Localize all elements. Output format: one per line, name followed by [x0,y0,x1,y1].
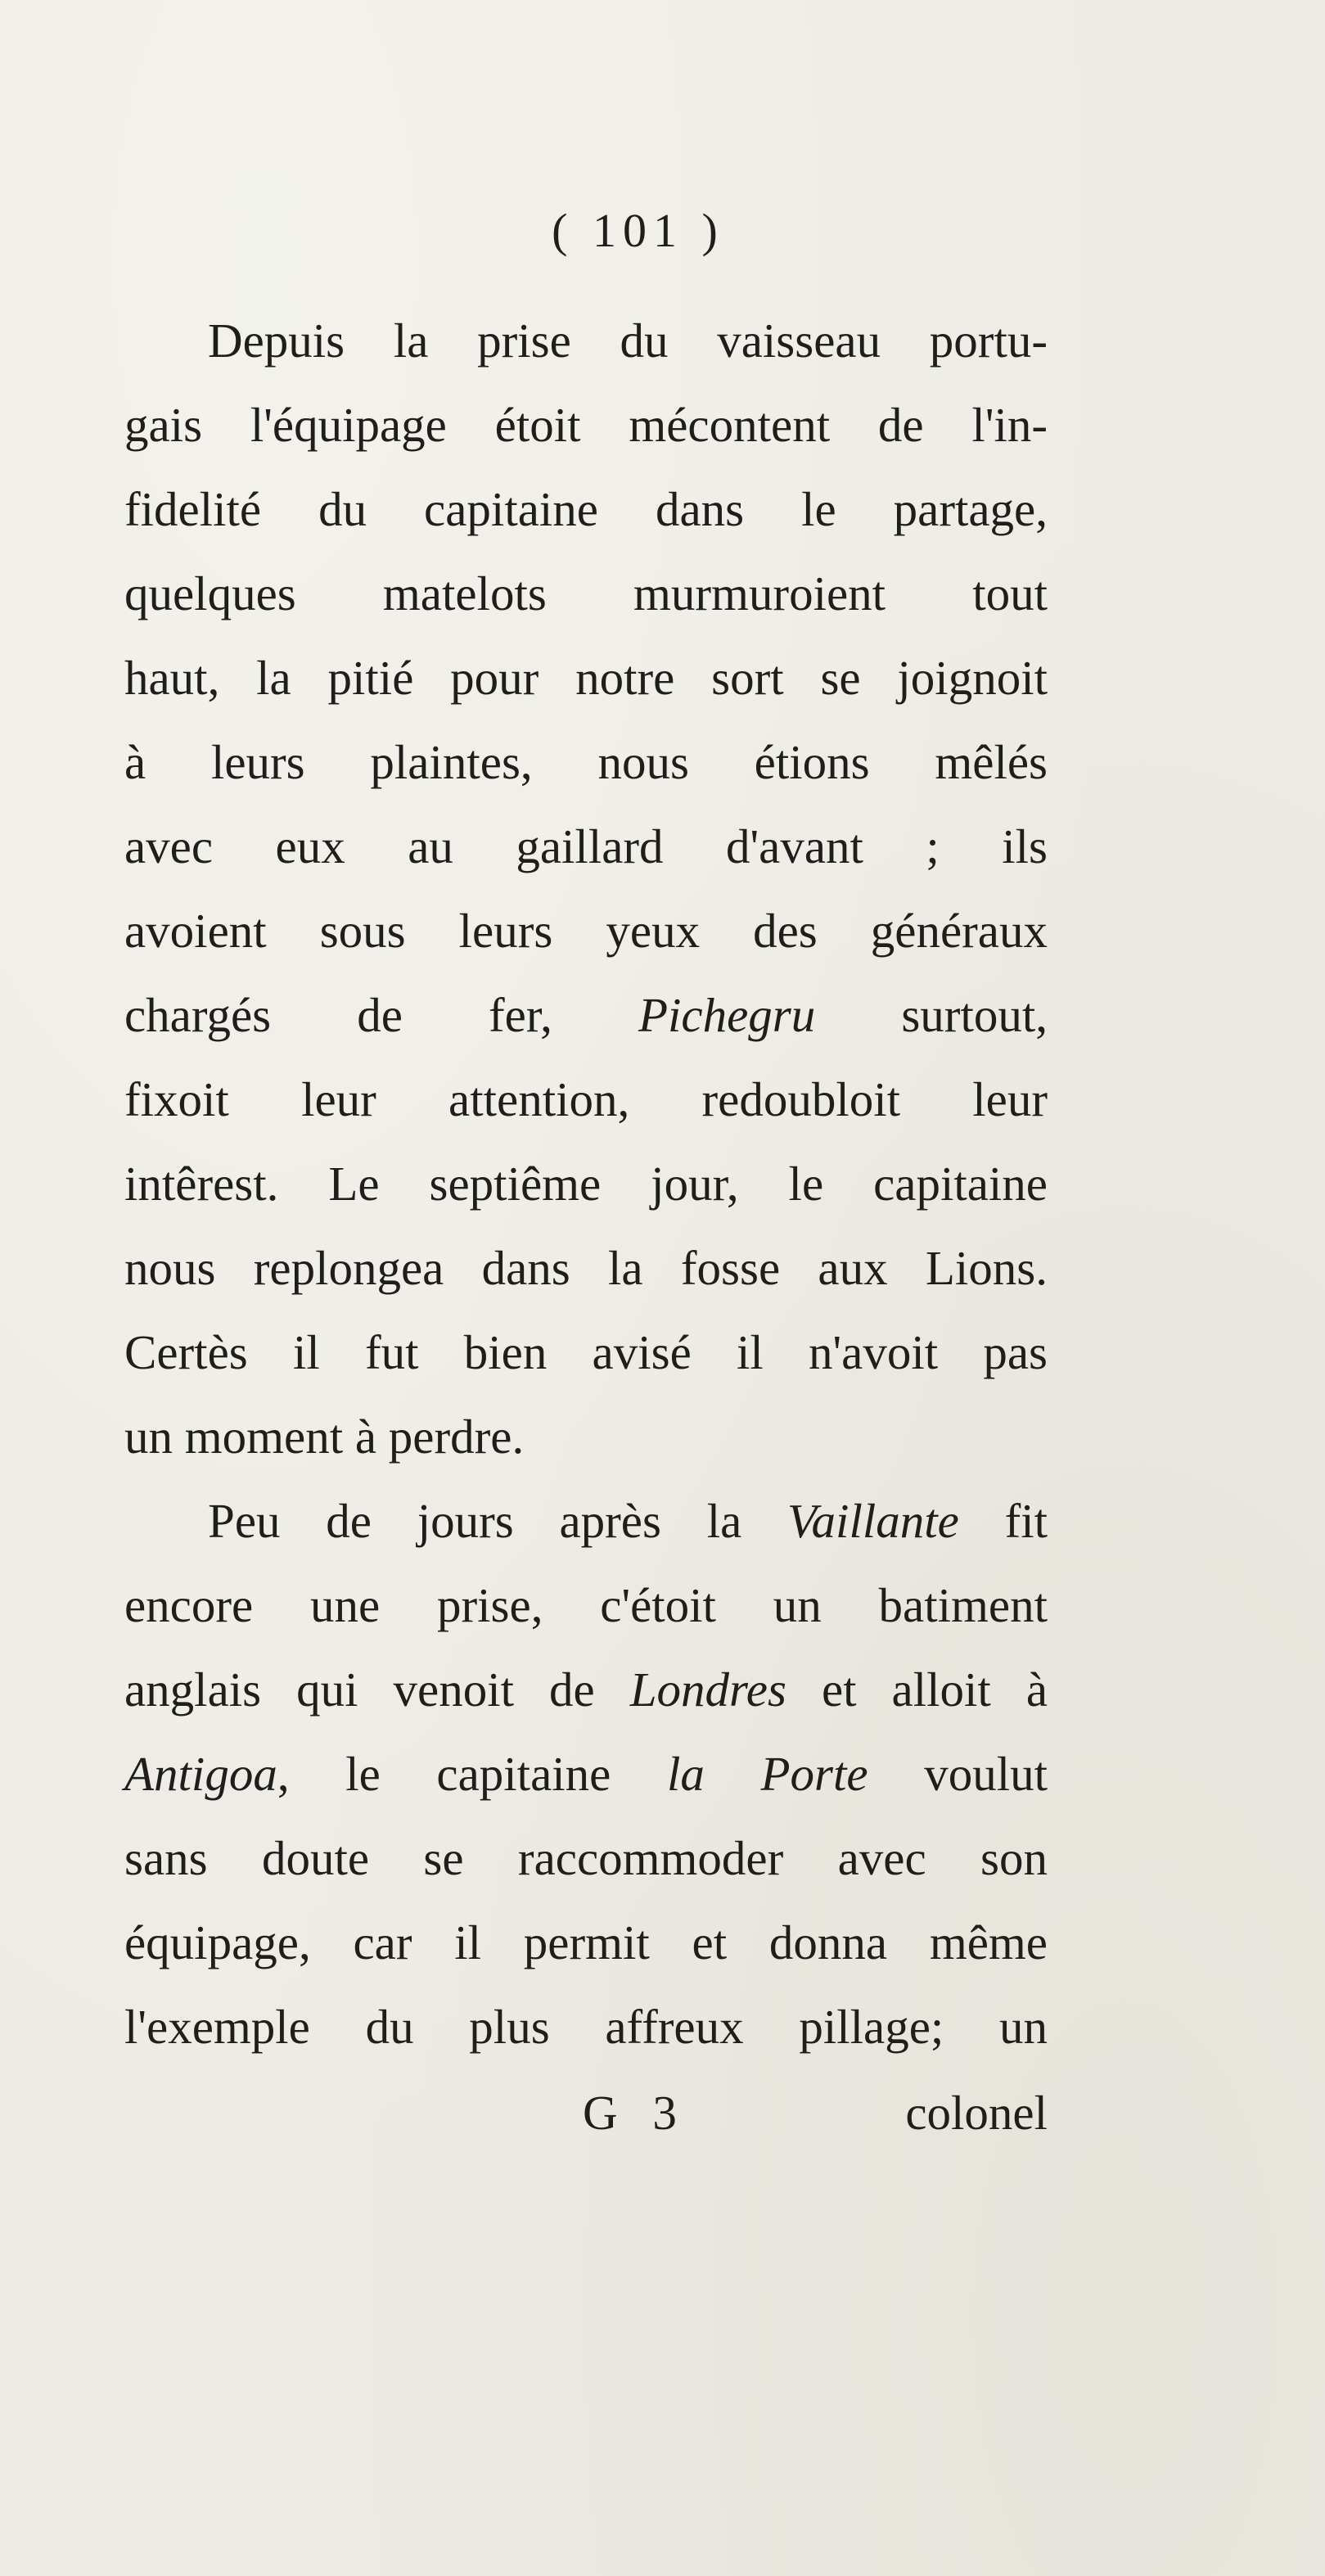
text-line: Depuis la prise du vaisseau portu- [208,314,1048,368]
text-line: haut, la pitié pour notre sort se joignoit [124,651,1048,705]
text-line: fixoit leur attention, redoubloit leur [124,1072,1048,1126]
signature-mark: G 3 [583,2086,688,2140]
text-line [124,973,1048,1058]
text-line [124,1648,1048,1732]
text-segment: surtout, [815,988,1048,1042]
text-line: Certès il fut bien avisé il n'avoit pas [124,1325,1048,1379]
text-line: avec eux au gaillard d'avant ; ils [124,819,1048,873]
text-line [124,1479,1048,1563]
text-line [124,1732,1048,1816]
italic-name-la-porte: la Porte [666,1747,868,1801]
text-segment: fit [958,1494,1048,1548]
text-line: sans doute se raccommoder avec son [124,1831,1048,1885]
text-line: encore une prise, c'étoit un batiment [124,1578,1048,1632]
italic-place-londres: Londres [629,1662,786,1717]
text-segment: Peu de jours après la [208,1494,788,1548]
page-number: ( 101 ) [552,204,724,257]
text-line: nous replongea dans la fosse aux Lions. [124,1241,1048,1295]
paragraph-2 [124,1479,1048,2069]
text-segment: chargés de fer, [124,988,638,1042]
text-line: l'exemple du plus affreux pillage; un [124,2000,1048,2054]
text-line: fidelité du capitaine dans le partage, [124,482,1048,536]
text-line: équipage, car il permit et donna même [124,1915,1048,1969]
text-segment: et alloit à [786,1662,1048,1717]
text-line: quelques matelots murmuroient tout [124,566,1048,620]
italic-ship-name: Vaillante [787,1494,959,1548]
catchword: colonel [905,2086,1048,2140]
text-line: intêrest. Le septiême jour, le capitaine [124,1157,1048,1211]
italic-name-pichegru: Pichegru [638,988,816,1042]
text-segment: , le capitaine [277,1747,667,1801]
text-line: à leurs plaintes, nous étions mêlés [124,735,1048,789]
catchline [124,2071,1048,2155]
body-text [124,299,1048,2069]
text-line: avoient sous leurs yeux des généraux [124,904,1048,958]
text-segment: anglais qui venoit de [124,1662,630,1717]
text-line: un moment à perdre. [124,1410,525,1464]
paragraph-1 [124,299,1048,1479]
italic-place-antigoa: Antigoa [124,1747,277,1801]
text-segment: voulut [868,1747,1048,1801]
text-line: gais l'équipage étoit mécontent de l'in- [124,398,1048,452]
